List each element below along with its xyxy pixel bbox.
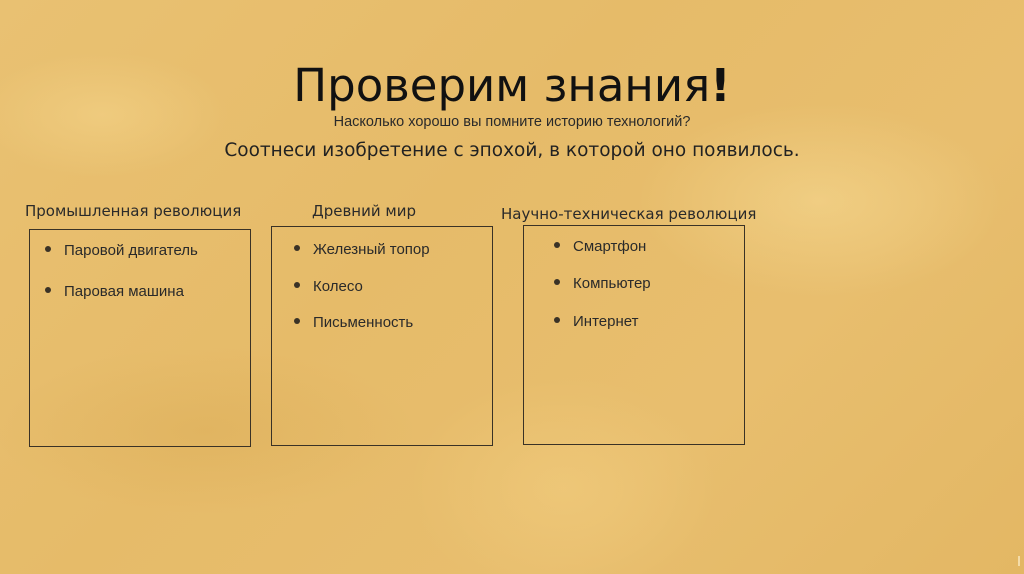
list-item-label: Паровая машина xyxy=(64,283,184,300)
list-item-label: Интернет xyxy=(573,313,639,330)
slide-title xyxy=(0,58,1024,114)
list-item-label: Колесо xyxy=(313,278,363,295)
list-item-label: Смартфон xyxy=(573,238,647,255)
list-item-wheel[interactable] xyxy=(294,278,363,295)
list-item-label: Компьютер xyxy=(573,275,651,292)
list-item-label: Письменность xyxy=(313,314,414,331)
heading-ancient-world: Древний мир xyxy=(312,202,416,220)
list-item-label: Паровой двигатель xyxy=(64,242,198,259)
bullet-icon xyxy=(554,317,560,323)
bullet-icon xyxy=(294,245,300,251)
slide-title-exclamation: ! xyxy=(710,59,731,112)
slide-title-text: Проверим знания xyxy=(293,59,711,112)
bullet-icon xyxy=(294,282,300,288)
box-industrial-revolution[interactable] xyxy=(29,229,251,447)
bullet-icon xyxy=(294,318,300,324)
bullet-icon xyxy=(554,242,560,248)
heading-scientific-technical-revolution: Научно-техническая революция xyxy=(501,205,757,223)
list-item-smartphone[interactable] xyxy=(554,238,646,255)
list-item-steam-engine[interactable] xyxy=(45,242,198,259)
heading-industrial-revolution: Промышленная революция xyxy=(25,202,242,220)
box-scientific-technical-revolution[interactable] xyxy=(523,225,745,445)
list-item-internet[interactable] xyxy=(554,313,638,330)
list-item-label: Железный топор xyxy=(313,241,430,258)
list-item-computer[interactable] xyxy=(554,275,651,292)
list-item-steam-machine[interactable] xyxy=(45,283,184,300)
slide-edge-marker xyxy=(1018,556,1020,566)
bullet-icon xyxy=(554,279,560,285)
box-ancient-world[interactable] xyxy=(271,226,493,446)
slide-subtitle: Насколько хорошо вы помните историю технологий? xyxy=(333,114,691,130)
bullet-icon xyxy=(45,246,51,252)
list-item-iron-axe[interactable] xyxy=(294,241,430,258)
bullet-icon xyxy=(45,287,51,293)
task-instruction: Соотнеси изобретение с эпохой, в которой оно появилось. xyxy=(224,140,800,161)
list-item-writing[interactable] xyxy=(294,314,413,331)
